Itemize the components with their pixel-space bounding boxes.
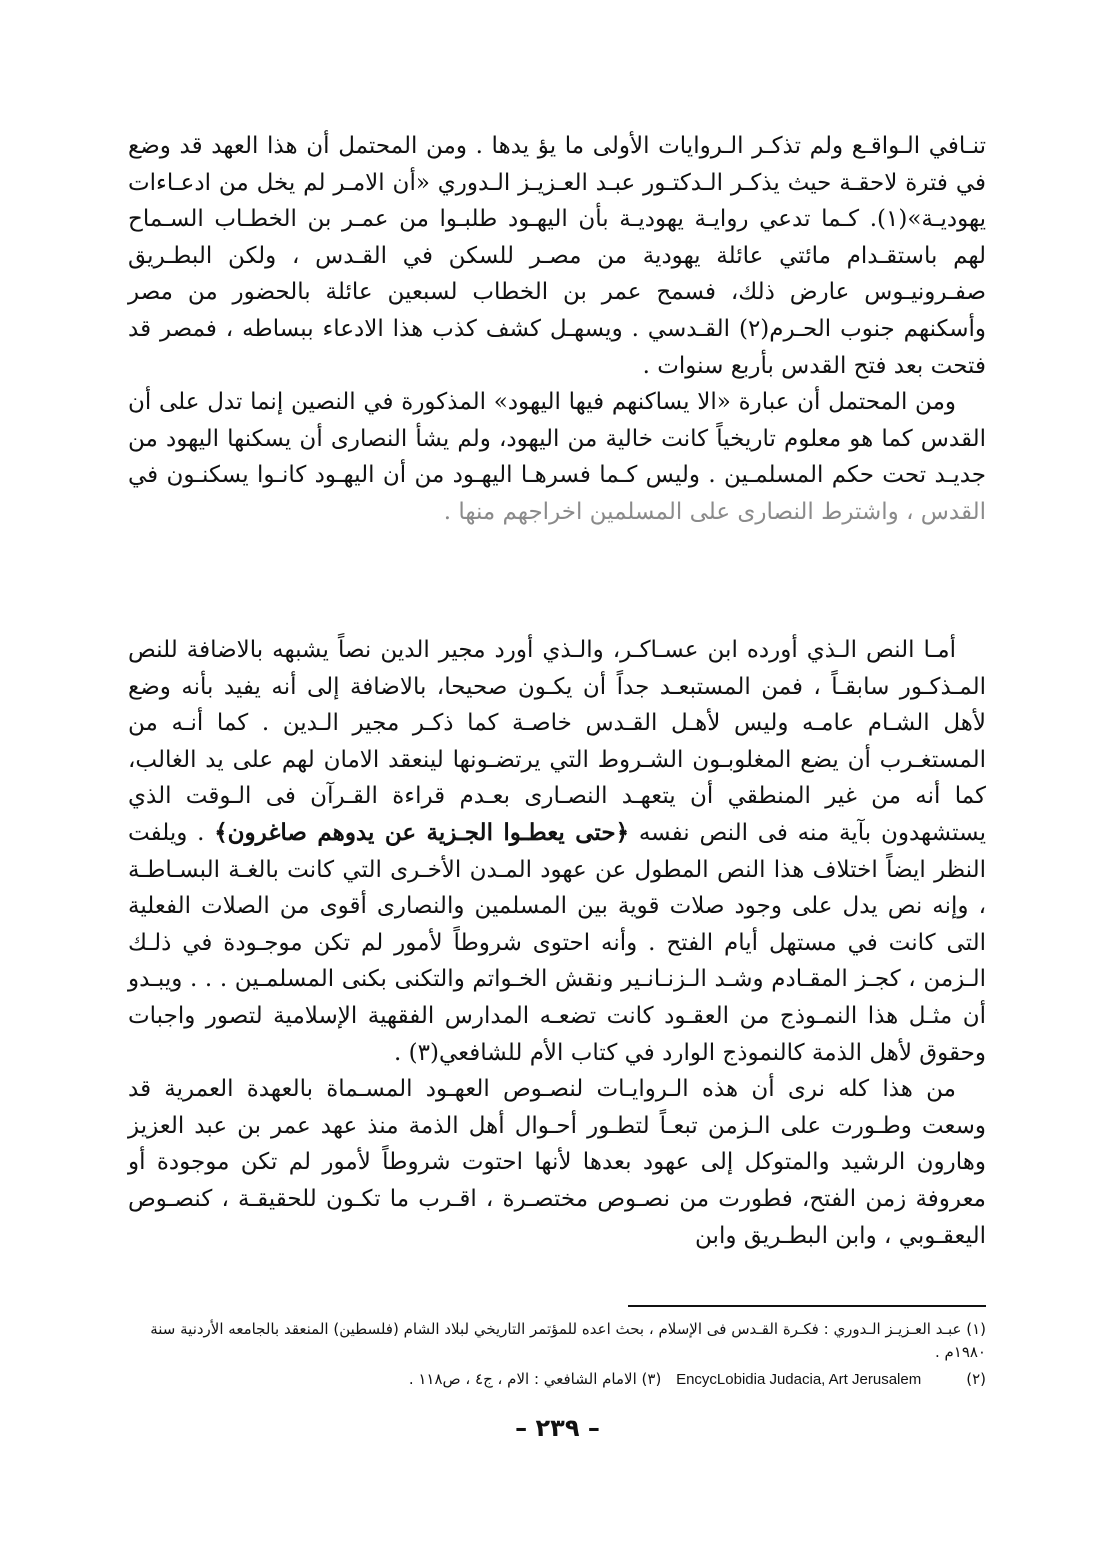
paragraph-two-faded: القدس ، واشترط النصارى على المسلمين اخراجهم منها . xyxy=(443,498,986,525)
footnote-two-marker: (٢) xyxy=(966,1370,986,1388)
section-two xyxy=(128,632,986,1254)
paragraph-four: من هذا كله نرى أن هذه الـروايـات لنصـوص العهـود المسـماة بالعهدة العمرية قد وسعت وطـورت على الـزمن تبعـاً لتطـور أحـوال أهل الذمة منذ عهد عمر بن عبد العزيز وهارون الرشيد والمتوكل إلى عهود بعدها لأنها احتوت شروطاً لأمور لم تكن موجودة أو معروفة زمن الفتح، فطورت من نصـوص مختصـرة ، اقـرب ما تكـون للحقيقـة ، كنصـوص اليعقـوبي ، وابن البطـريق وابن xyxy=(128,1076,986,1249)
footnote-two-text: EncycLobidia Judacia, Art Jerusalem xyxy=(676,1371,922,1388)
paragraph-three xyxy=(128,632,986,1071)
footnote-two-three-line xyxy=(128,1368,986,1391)
footnote-three: (٣) الامام الشافعي : الام ، ج٤ ، ص١١٨ . xyxy=(408,1370,662,1388)
paragraph-two-main: ومن المحتمل أن عبارة «الا يساكنهم فيها اليهود» المذكورة في النصين إنما تدل على أن القدس كما هو معلوم تاريخياً كانت خالية من اليهود، ولم يشأ النصارى أن يسكنها اليهود من جديـد تحت حكم المسلمـين . وليس كـما فسرهـا اليهـود من أن اليهـود كانـوا يسكنـون في xyxy=(128,389,986,489)
paragraph-two xyxy=(128,384,986,530)
paragraph-three-start: أمـا النص الـذي أورده ابن عسـاكـر، والـذي أورد مجير الدين نصاً يشبهه بالاضافة للنص المـذكـور سابقـاً ، فمن المستبعـد جداً أن يكـون صحيحا، بالاضافة إلى أنه يفيد بأنه وضع لأهل الشـام عامـه وليس لأهـل القـدس خاصـة كما ذكـر مجير الـدين . كما أنـه من المستغـرب أن يضع المغلوبـون الشـروط التي يرتضـونها لينعقد الامان لهم على يد الغالب، كما أنه من غير المنطقي أن يتعهـد النصـارى بعـدم قراءة القـرآن فى الـوقت الذي يستشهدون بآية منه فى النص نفسه xyxy=(128,637,986,846)
footnote-one: (١) عبـد العـزيـز الـدوري : فكـرة القـدس فى الإسلام ، بحث اعده للمؤتمر التاريخي لبلاد الشام (فلسطين) المنعقد بالجامعه الأردنية سنة ١٩٨٠م . xyxy=(150,1320,986,1361)
footnotes xyxy=(128,1318,986,1391)
page-number: – ٢٣٩ – xyxy=(515,1414,600,1442)
section-one xyxy=(128,128,986,531)
footnote-rule xyxy=(628,1305,986,1307)
paragraph-one: تنـافي الـواقـع ولم تذكـر الـروايات الأولى ما يؤ يدها . ومن المحتمل أن هذا العهد قد وضع في فترة لاحقـة حيث يذكـر الـدكتـور عبـد العـزيـز الـدوري «أن الامـر لم يخل من ادعـاءات يهوديـة»(١). كـما تدعي روايـة يهوديـة بأن اليهـود طلبـوا من عمـر بن الخطـاب السـماح لهم باستقـدام مائتي عائلة يهودية من مصـر للسكن في القـدس ، ولكن البطـريق صفـرونيـوس عارض ذلك، فسمح عمر بن الخطاب لسبعين عائلة بالحضور من مصر وأسكنهم جنوب الحـرم(٢) القـدسي . ويسهـل كشف كذب هذا الادعاء ببساطه ، فمصر قد فتحت بعد فتح القدس بأربع سنوات . xyxy=(128,133,986,379)
paragraph-three-end: . ويلفت النظر ايضاً اختلاف هذا النص المطول عن عهود المـدن الأخـرى التي كانت بالغـة البسـاطـة ، وإنه نص يدل على وجود صلات قوية بين المسلمين والنصارى أقوى من الصلات الفعلية التى كانت في مستهل أيام الفتح . وأنه احتوى شروطاً لأمور لم تكن موجـودة في ذلـك الـزمن ، كجـز المقـادم وشـد الـزنـانـير ونقش الخـواتم والتكنى بكنى المسلمـين . . . ويبـدو أن مثـل هذا النمـوذج من العقـود كانت تضعـه المدارس الفقهية الإسلامية لتصور واجبات وحقوق لأهل الذمة كالنموذج الوارد في كتاب الأم للشافعي(٣) . xyxy=(128,819,986,1066)
quran-quote: ﴿حتى يعطـوا الجـزية عن يدوهم صاغرون﴾ xyxy=(214,818,630,846)
